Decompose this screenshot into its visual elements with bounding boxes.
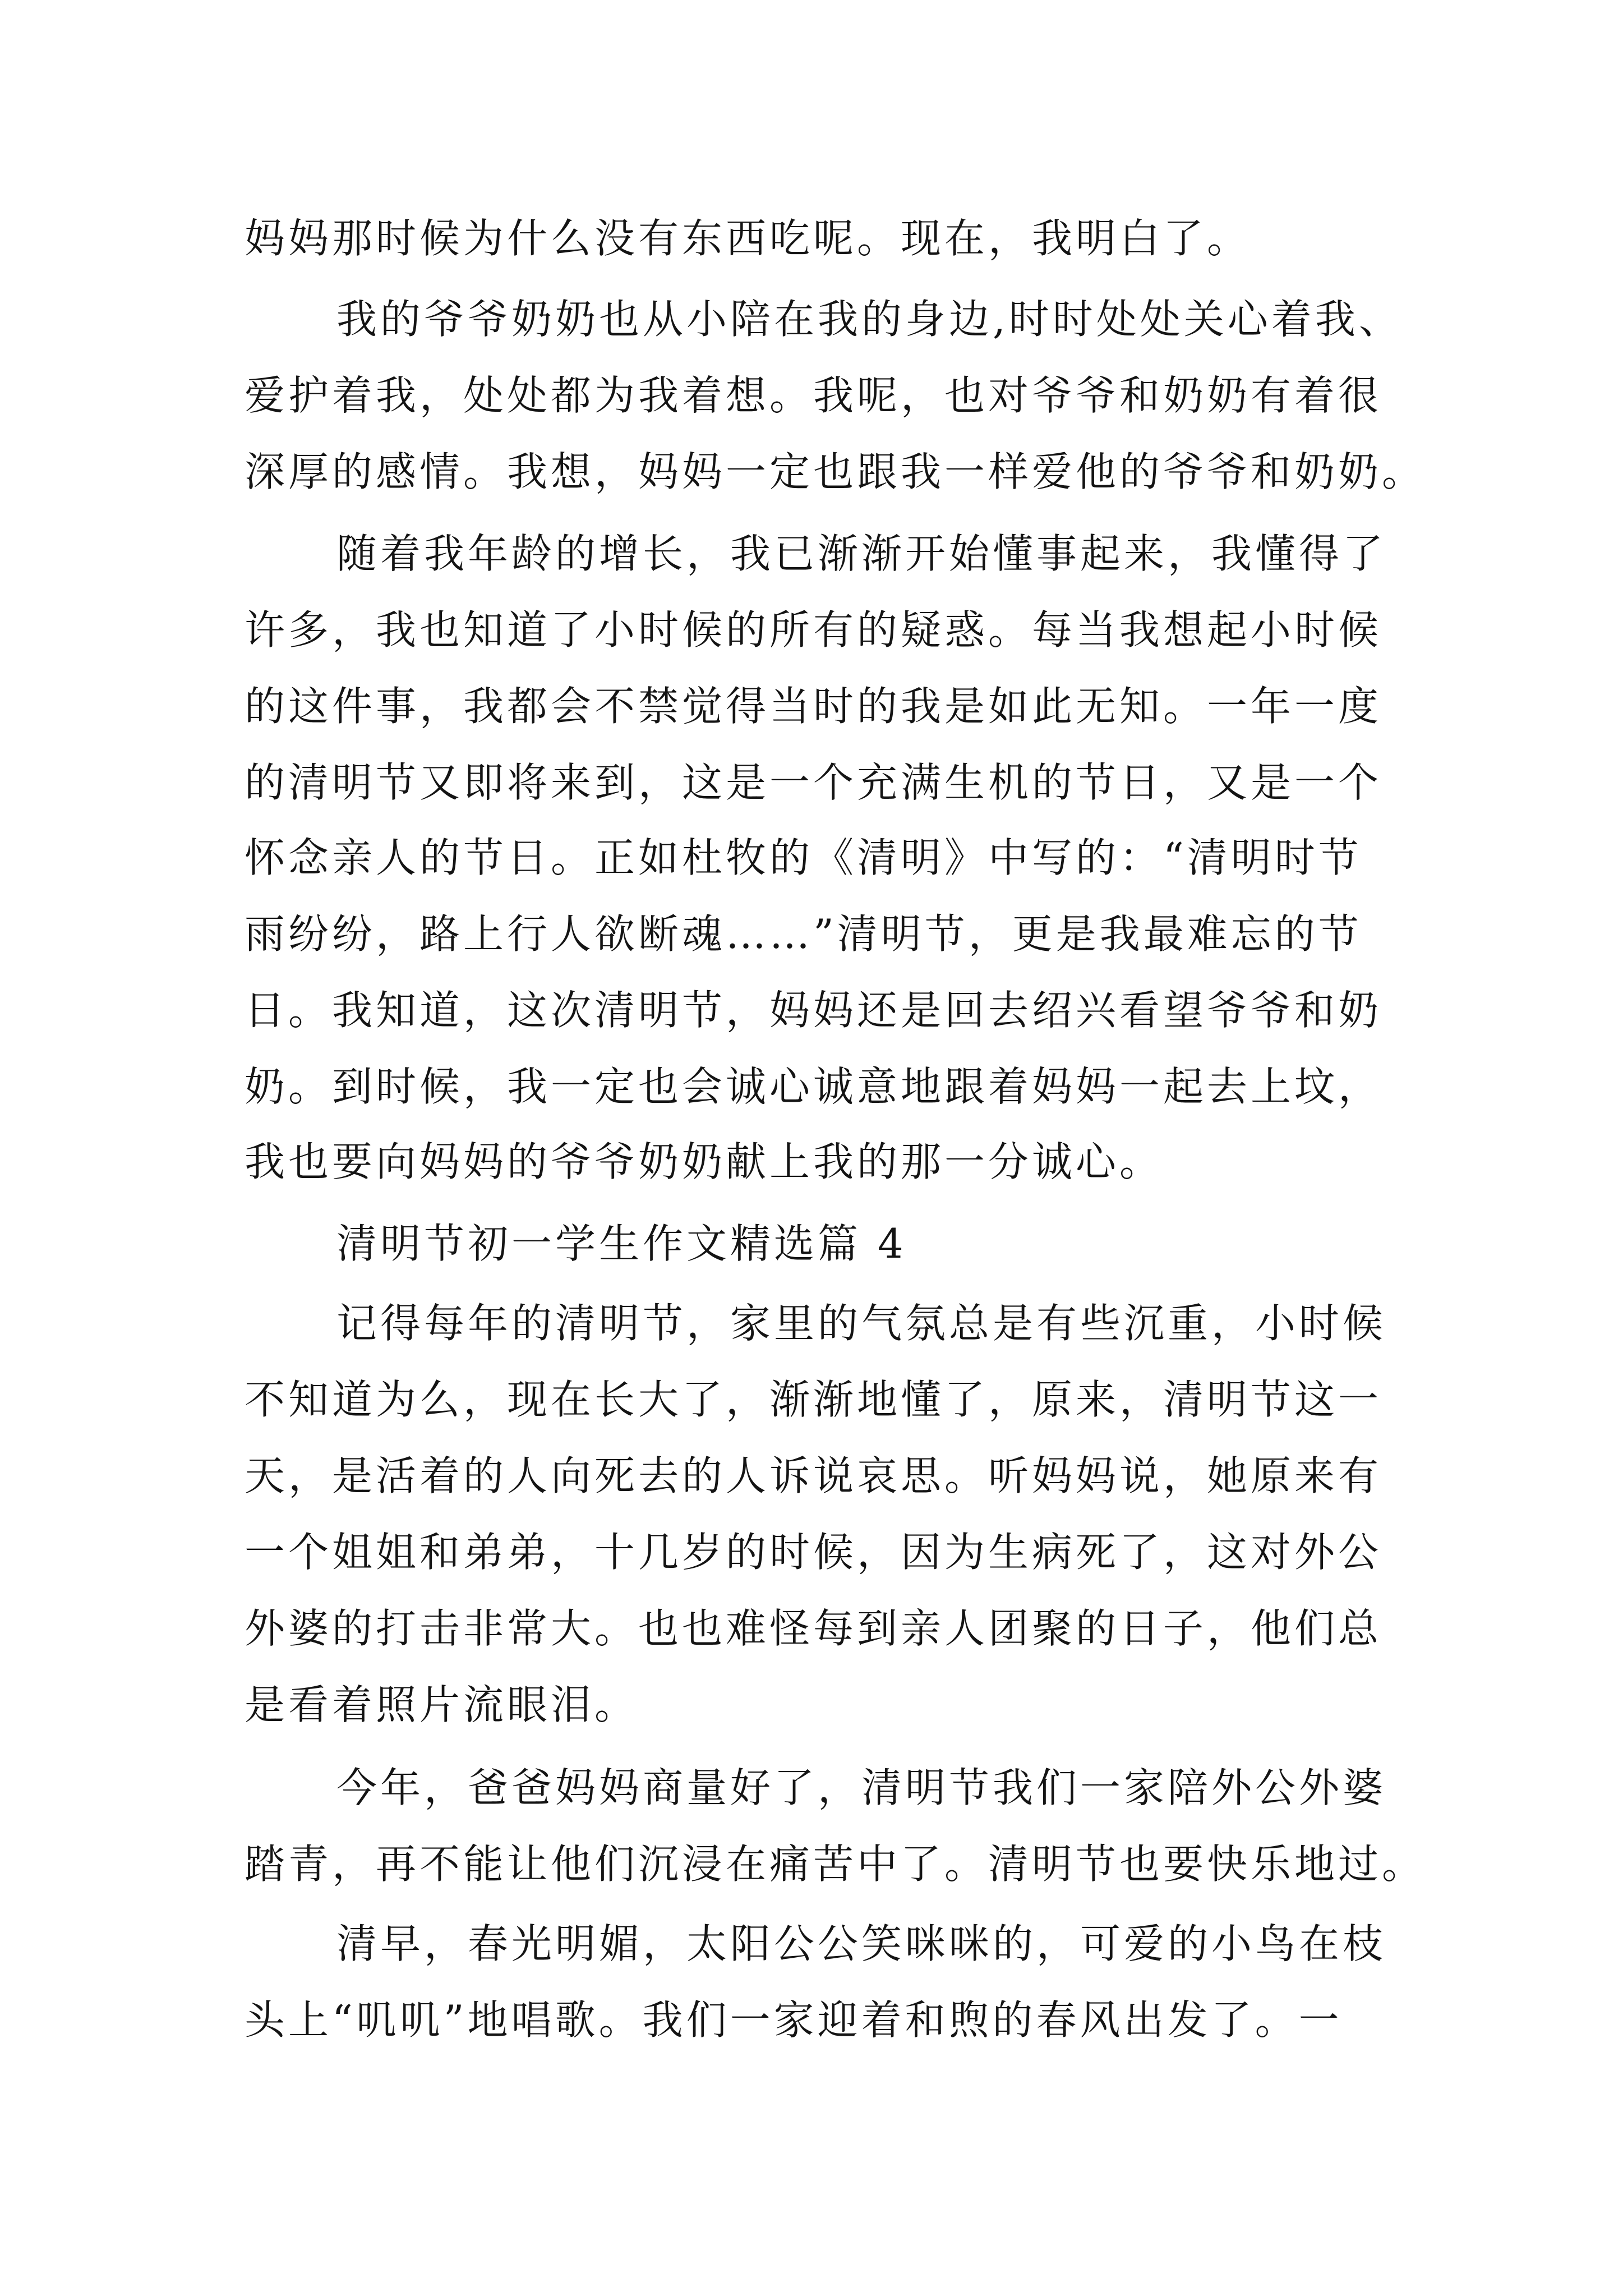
text-line: 妈妈那时候为什么没有东西吃呢。现在，我明白了。 bbox=[245, 215, 1251, 262]
text-line: 的清明节又即将来到，这是一个充满生机的节日，又是一个 bbox=[245, 759, 1382, 806]
text-line: 不知道为么，现在长大了，渐渐地懂了，原来，清明节这一 bbox=[245, 1376, 1382, 1423]
text-line: 的这件事，我都会不禁觉得当时的我是如此无知。一年一度 bbox=[245, 683, 1382, 730]
text-line: 深厚的感情。我想，妈妈一定也跟我一样爱他的爷爷和奶奶。 bbox=[245, 448, 1426, 495]
section-heading: 清明节初一学生作文精选篇 4 bbox=[336, 1220, 907, 1267]
text-line: 天，是活着的人向死去的人诉说哀思。听妈妈说，她原来有 bbox=[245, 1452, 1382, 1499]
text-line: 许多，我也知道了小时候的所有的疑惑。每当我想起小时候 bbox=[245, 606, 1382, 654]
text-line: 随着我年龄的增长，我已渐渐开始懂事起来，我懂得了 bbox=[336, 530, 1387, 577]
text-line: 我也要向妈妈的爷爷奶奶献上我的那一分诚心。 bbox=[245, 1138, 1164, 1185]
text-line: 记得每年的清明节，家里的气氛总是有些沉重，小时候 bbox=[336, 1300, 1387, 1347]
text-line: 日。我知道，这次清明节，妈妈还是回去绍兴看望爷爷和奶 bbox=[245, 987, 1382, 1034]
text-line: 头上“叽叽”地唱歌。我们一家迎着和煦的春风出发了。一 bbox=[245, 1996, 1343, 2044]
text-line: 今年，爸爸妈妈商量好了，清明节我们一家陪外公外婆 bbox=[336, 1764, 1387, 1811]
text-line: 是看着照片流眼泪。 bbox=[245, 1681, 639, 1728]
text-line: 一个姐姐和弟弟，十几岁的时候，因为生病死了，这对外公 bbox=[245, 1529, 1382, 1576]
text-line: 奶。到时候，我一定也会诚心诚意地跟着妈妈一起去上坟， bbox=[245, 1063, 1382, 1110]
text-line: 雨纷纷，路上行人欲断魂……”清明节，更是我最难忘的节 bbox=[245, 910, 1362, 958]
text-line: 清早，春光明媚，太阳公公笑咪咪的，可爱的小鸟在枝 bbox=[336, 1920, 1387, 1967]
text-line: 踏青，再不能让他们沉浸在痛苦中了。清明节也要快乐地过。 bbox=[245, 1841, 1426, 1888]
text-line: 我的爷爷奶奶也从小陪在我的身边,时时处处关心着我、 bbox=[336, 296, 1403, 343]
text-line: 外婆的打击非常大。也也难怪每到亲人团聚的日子，他们总 bbox=[245, 1605, 1382, 1652]
text-line: 爱护着我，处处都为我着想。我呢，也对爷爷和奶奶有着很 bbox=[245, 372, 1382, 419]
text-line: 怀念亲人的节日。正如杜牧的《清明》中写的：“清明时节 bbox=[245, 834, 1362, 881]
